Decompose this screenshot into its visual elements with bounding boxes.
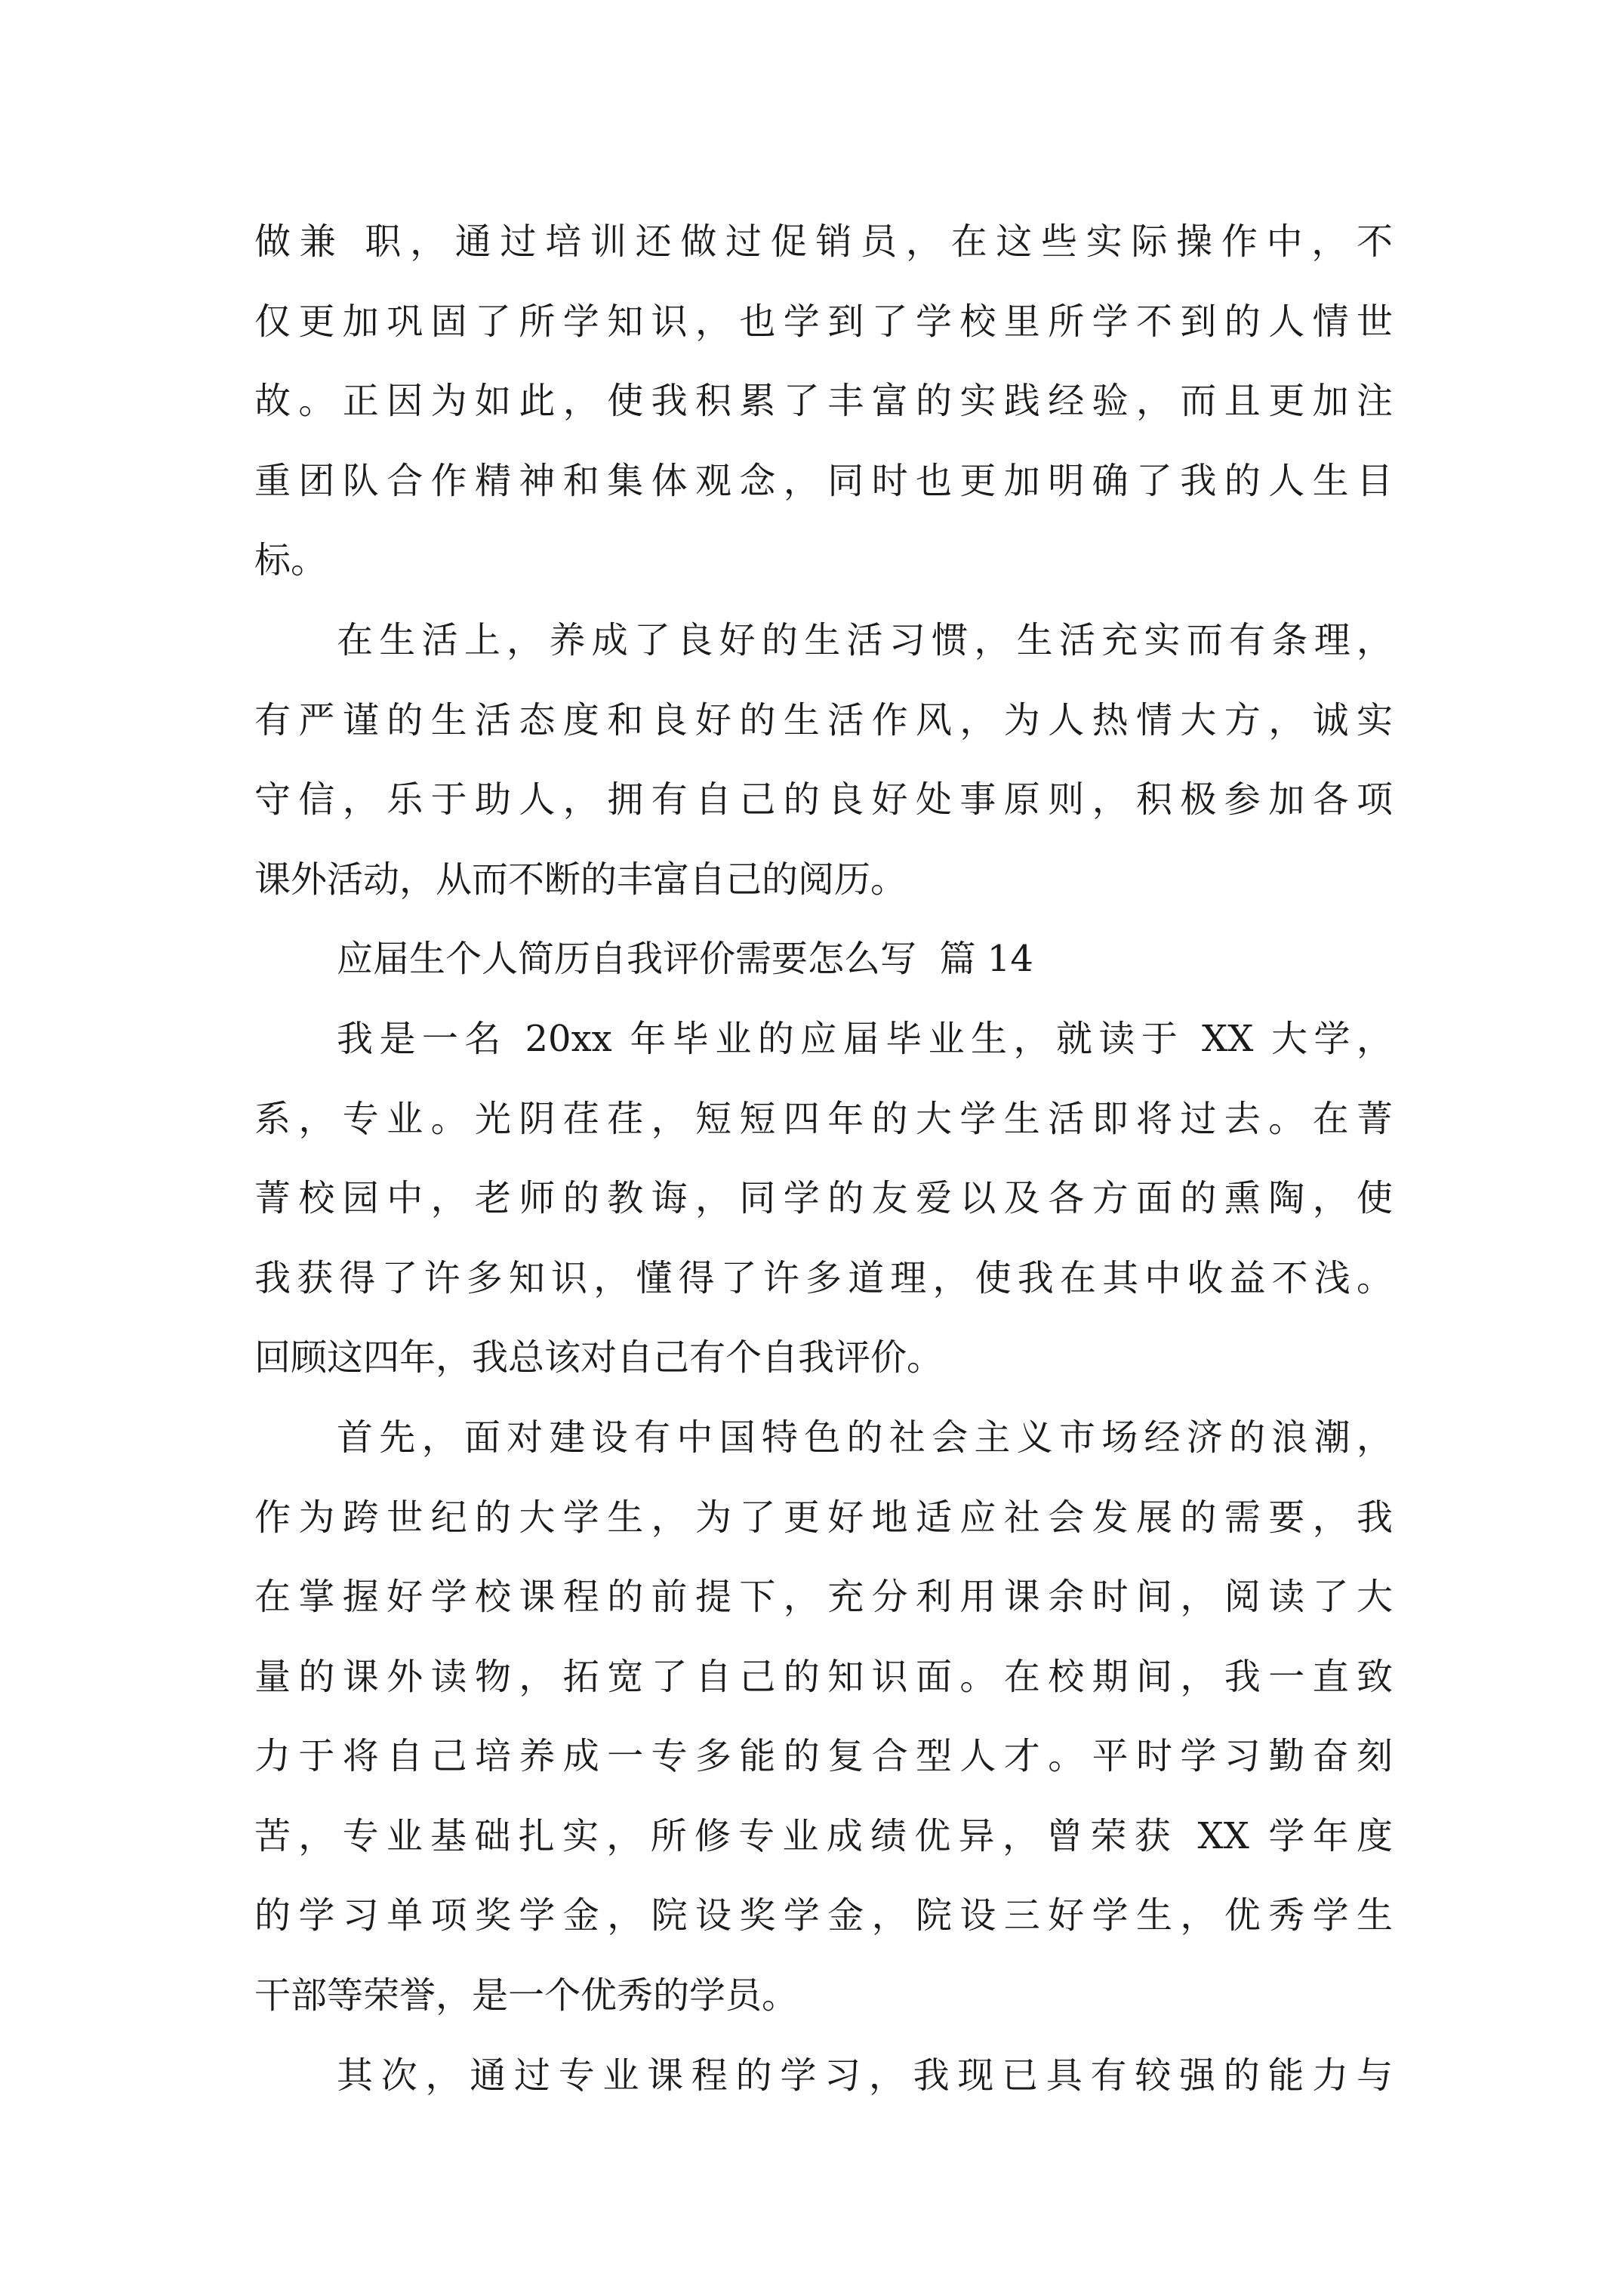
- text-line: 的学习单项奖学金，院设奖学金，院设三好学生，优秀学生: [254, 1894, 1393, 1937]
- text-line: 首先，面对建设有中国特色的社会主义市场经济的浪潮，: [337, 1416, 1393, 1459]
- text-line: 在掌握好学校课程的前提下，充分利用课余时间，阅读了大: [254, 1576, 1393, 1619]
- text-line: 课外活动，从而不断的丰富自己的阅历。: [254, 858, 907, 901]
- text-line: 力于将自己培养成一专多能的复合型人才。平时学习勤奋刻: [254, 1735, 1393, 1778]
- text-line: 苦，专业基础扎实，所修专业成绩优异，曾荣获 XX 学年度: [254, 1814, 1393, 1857]
- text-line: 干部等荣誉，是一个优秀的学员。: [254, 1974, 799, 2017]
- text-line: 量的课外读物，拓宽了自己的知识面。在校期间，我一直致: [254, 1655, 1393, 1698]
- paragraph-practice-experience: [254, 202, 1393, 601]
- text-line: 我获得了许多知识，懂得了许多道理，使我在其中收益不浅。: [254, 1256, 1393, 1299]
- text-line: 作为跨世纪的大学生，为了更好地适应社会发展的需要，我: [254, 1496, 1393, 1539]
- text-line: 做兼 职，通过培训还做过促销员，在这些实际操作中，不: [254, 220, 1393, 263]
- text-line: 回顾这四年，我总该对自己有个自我评价。: [254, 1336, 944, 1379]
- paragraph-study: [254, 1398, 1393, 2036]
- text-line: 在生活上，养成了良好的生活习惯，生活充实而有条理，: [337, 618, 1393, 661]
- document-body: [254, 202, 1393, 2116]
- paragraph-life-habits: [254, 601, 1393, 920]
- text-line: 有严谨的生活态度和良好的生活作风，为人热情大方，诚实: [254, 698, 1393, 741]
- text-line: 标。: [254, 539, 328, 582]
- text-line: 守信，乐于助人，拥有自己的良好处事原则，积极参加各项: [254, 778, 1393, 821]
- section-heading: 应届生个人简历自我评价需要怎么写 篇 14: [337, 938, 1033, 981]
- text-line: 菁校园中，老师的教诲，同学的友爱以及各方面的熏陶，使: [254, 1177, 1393, 1220]
- text-line: 故。正因为如此，使我积累了丰富的实践经验，而且更加注: [254, 380, 1393, 423]
- text-line: 仅更加巩固了所学知识，也学到了学校里所学不到的人情世: [254, 300, 1393, 343]
- text-line: 我是一名 20xx 年毕业的应届毕业生，就读于 XX 大学，: [337, 1017, 1393, 1060]
- text-line: 重团队合作精神和集体观念，同时也更加明确了我的人生目: [254, 459, 1393, 502]
- paragraph-introduction: [254, 1000, 1393, 1398]
- paragraph-skills: [254, 2036, 1393, 2116]
- text-line: 系，专业。光阴荏荏，短短四年的大学生活即将过去。在菁: [254, 1097, 1393, 1140]
- text-line: 其次，通过专业课程的学习，我现已具有较强的能力与: [337, 2054, 1393, 2097]
